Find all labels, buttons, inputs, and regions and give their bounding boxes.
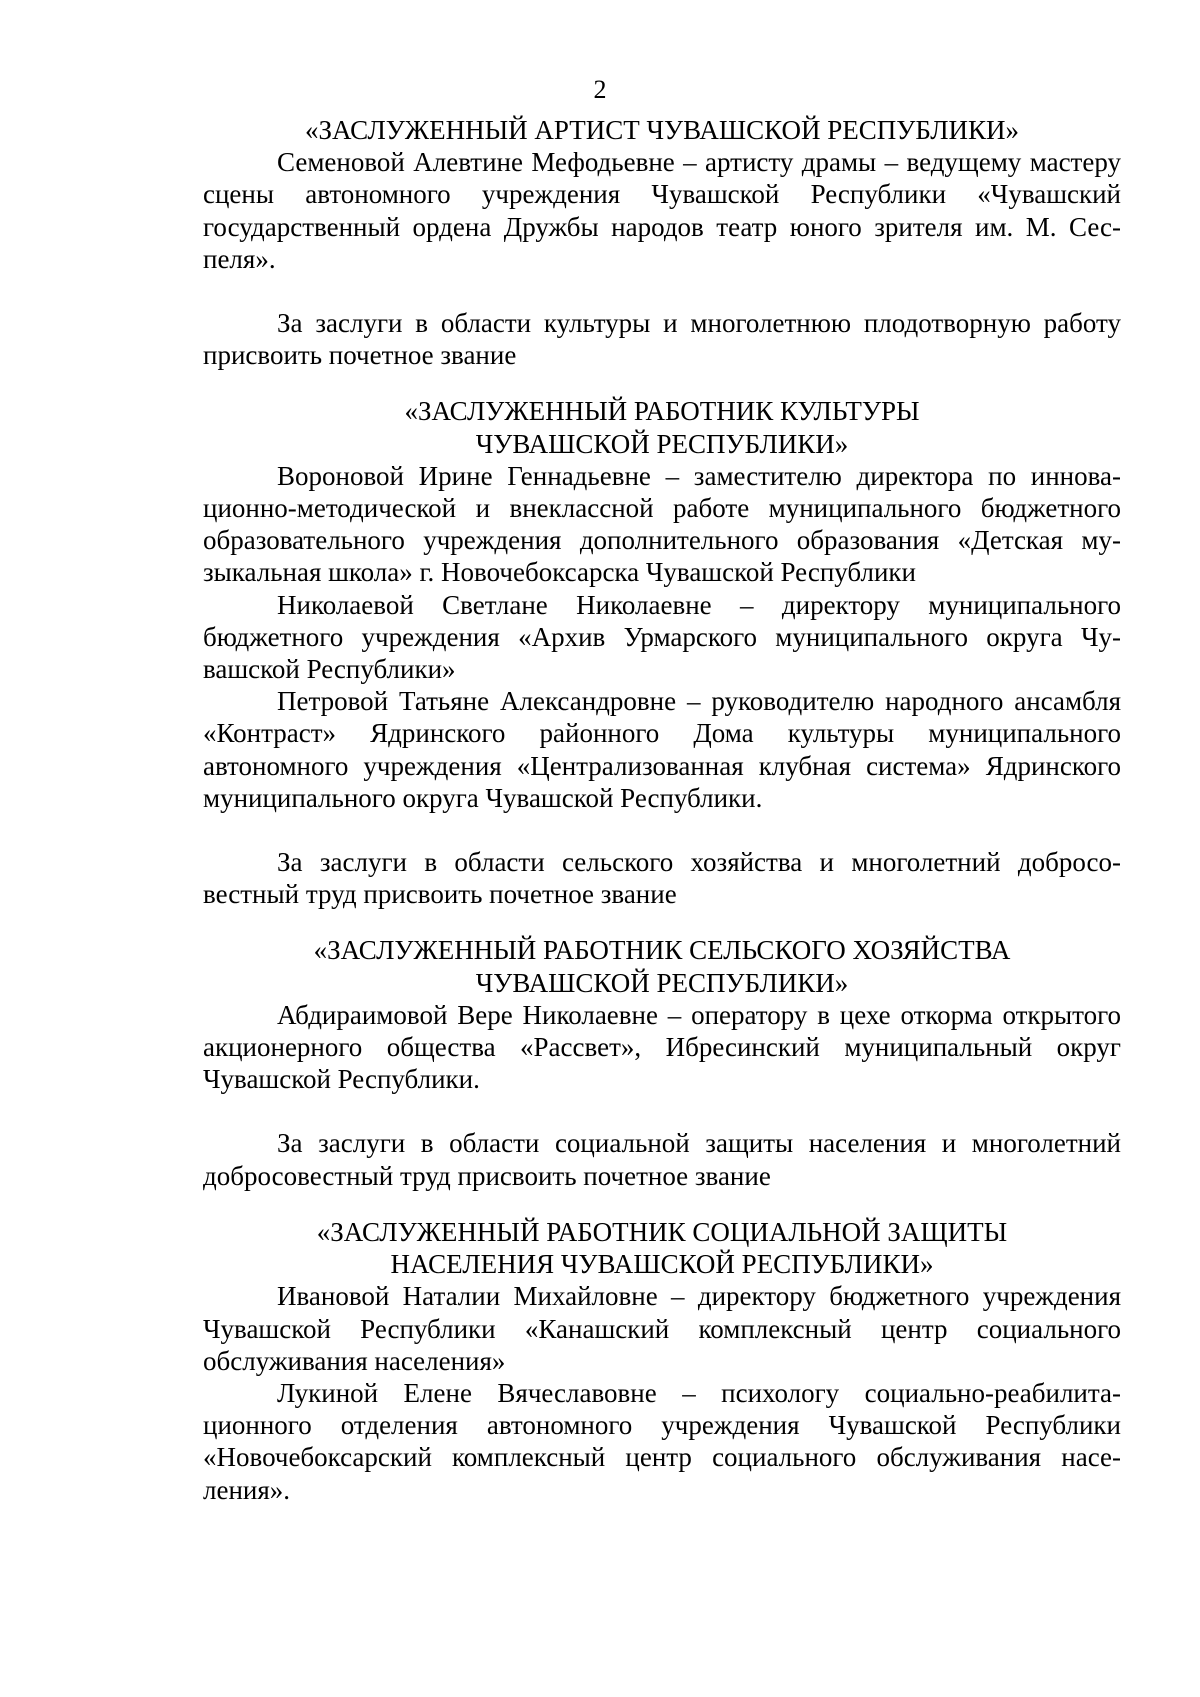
- recipient-entry: Ивановой Наталии Михайловне – директору бюджетного учреждения Чувашской Республики «Канашский комплексный центр социального обслуживания населения»: [203, 1281, 1121, 1376]
- section-spacer: [203, 275, 1121, 307]
- recipient-entry: Николаевой Светлане Николаевне – директору муниципального бюджетного учреждения «Архив Урмарского муниципального округа Чувашской Республики»: [203, 589, 1121, 685]
- recipient-entry: Абдираимовой Вере Николаевне – оператору в цехе откорма открытого акционерного общества «Рассвет», Ибресинский муниципальный округ Чувашской Республики.: [203, 999, 1121, 1095]
- award-title-line: «ЗАСЛУЖЕННЫЙ РАБОТНИК КУЛЬТУРЫ: [404, 396, 920, 427]
- document-body: [203, 114, 1121, 1506]
- section-spacer: [203, 910, 1121, 934]
- award-title-line: «ЗАСЛУЖЕННЫЙ АРТИСТ ЧУВАШСКОЙ РЕСПУБЛИКИ»: [304, 115, 1020, 145]
- recipient-entry: Лукиной Елене Вячеславовне – психологу социально-реабилитационного отделения автономного учреждения Чувашской Республики «Новочебоксарский комплексный центр социального обслуживания населения».: [203, 1377, 1121, 1505]
- award-title: [203, 1216, 1121, 1280]
- award-preface: За заслуги в области социальной защиты населения и многолетний добросовестный труд присвоить почетное звание: [203, 1128, 1121, 1191]
- award-preface: За заслуги в области культуры и многолетнюю плодотворную работу присвоить почетное звание: [203, 308, 1121, 371]
- award-title-line: «ЗАСЛУЖЕННЫЙ РАБОТНИК СЕЛЬСКОГО ХОЗЯЙСТВА: [313, 935, 1011, 966]
- recipient-entry: Вороновой Ирине Геннадьевне – заместителю директора по инновационно-методической и внеклассной работе муниципального бюджетного образовательного учреждения дополнительного образования «Детская музыкальная школа» г. Новочебоксарска Чувашской Республики: [203, 460, 1121, 588]
- award-title: [203, 114, 1121, 146]
- recipient-entry: Петровой Татьяне Александровне – руководителю народного ансамбля «Контраст» Ядринского районного Дома культуры муниципального автономного учреждения «Централизованная клубная система» Ядринского муниципального округа Чувашской Республики.: [203, 686, 1121, 813]
- page-number: 2: [593, 75, 607, 104]
- section-spacer: [203, 814, 1121, 846]
- section-spacer: [203, 1192, 1121, 1216]
- award-title: [203, 934, 1121, 998]
- award-title-line: ЧУВАШСКОЙ РЕСПУБЛИКИ»: [475, 967, 849, 998]
- award-preface: За заслуги в области сельского хозяйства и многолетний добросовестный труд присвоить почетное звание: [203, 847, 1121, 910]
- award-title: [203, 395, 1121, 459]
- award-title-line: НАСЕЛЕНИЯ ЧУВАШСКОЙ РЕСПУБЛИКИ»: [390, 1249, 934, 1280]
- recipient-entry: Семеновой Алевтине Мефодьевне – артисту драмы – ведущему мастеру сцены автономного учреждения Чувашской Республики «Чувашский государственный ордена Дружбы народов театр юного зрителя им. М. Сеспеля».: [203, 147, 1121, 274]
- section-spacer: [203, 371, 1121, 395]
- section-spacer: [203, 1095, 1121, 1127]
- award-title-line: «ЗАСЛУЖЕННЫЙ РАБОТНИК СОЦИАЛЬНОЙ ЗАЩИТЫ: [316, 1216, 1008, 1247]
- award-title-line: ЧУВАШСКОЙ РЕСПУБЛИКИ»: [475, 428, 849, 459]
